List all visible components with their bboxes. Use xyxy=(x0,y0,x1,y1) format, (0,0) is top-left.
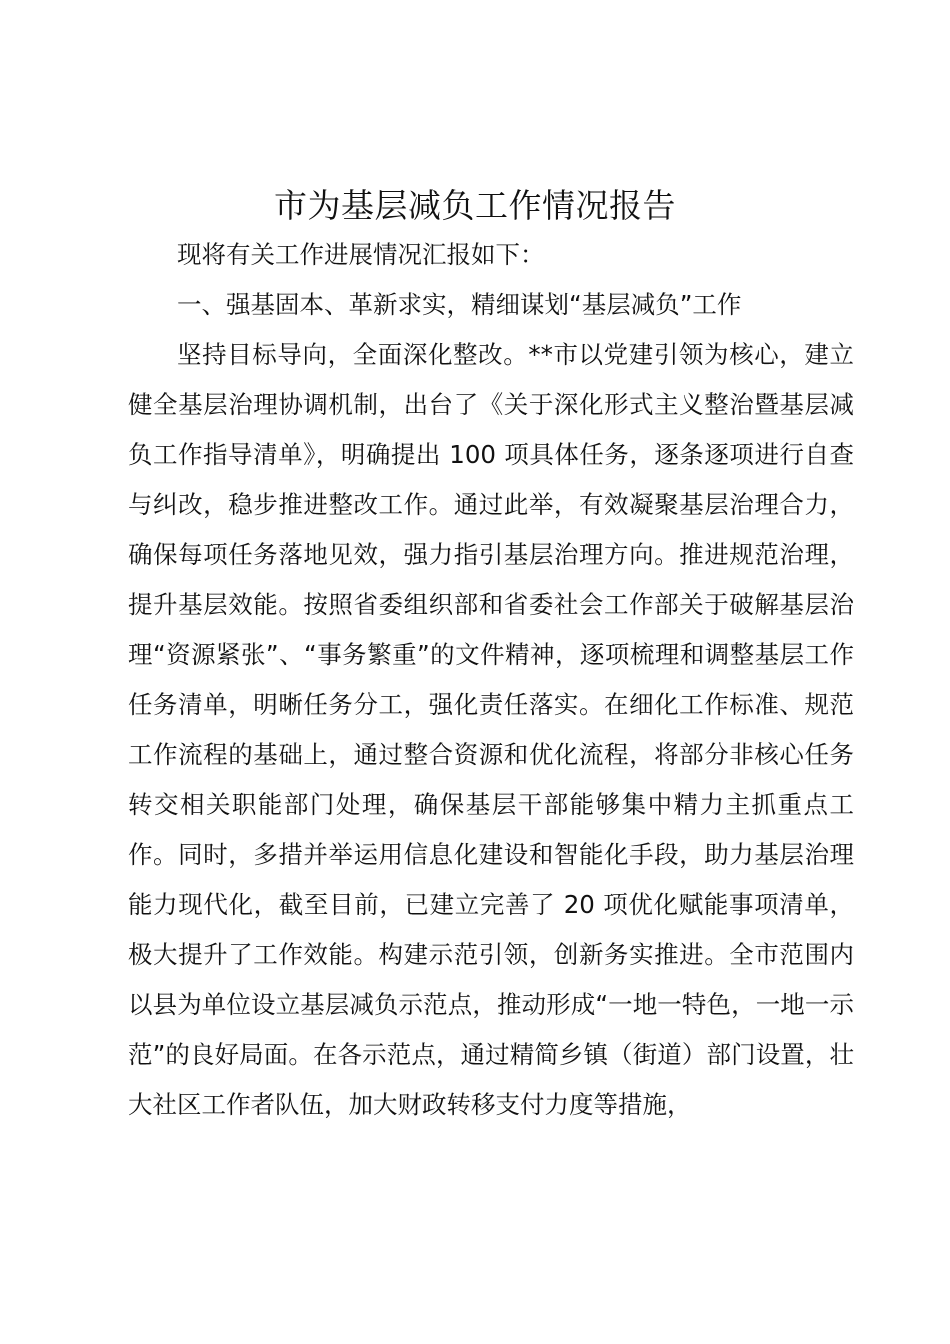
document-body xyxy=(128,230,854,1130)
section-heading: 一、强基固本、革新求实，精细谋划“基层减负”工作 xyxy=(177,290,742,319)
body-paragraph: 坚持目标导向，全面深化整改。**市以党建引领为核心，建立健全基层治理协调机制，出台了《关于深化形式主义整治暨基层减负工作指导清单》，明确提出 100 项具体任务，逐条逐项进行自查与纠改，稳步推进整改工作。通过此举，有效凝聚基层治理合力，确保每项任务落地见效，强力指引基层治理方向。推进规范治理，提升基层效能。按照省委组织部和省委社会工作部关于破解基层治理“资源紧张”、“事务繁重”的文件精神，逐项梳理和调整基层工作任务清单，明晰任务分工，强化责任落实。在细化工作标准、规范工作流程的基础上，通过整合资源和优化流程，将部分非核心任务转交相关职能部门处理，确保基层干部能够集中精力主抓重点工作。同时，多措并举运用信息化建设和智能化手段，助力基层治理能力现代化，截至目前，已建立完善了 20 项优化赋能事项清单，极大提升了工作效能。构建示范引领，创新务实推进。全市范围内以县为单位设立基层减负示范点，推动形成“一地一特色，一地一示范”的良好局面。在各示范点，通过精简乡镇（街道）部门设置，壮大社区工作者队伍，加大财政转移支付力度等措施， xyxy=(128,340,854,1119)
document-title: 市为基层减负工作情况报告 xyxy=(274,186,676,225)
intro-paragraph: 现将有关工作进展情况汇报如下： xyxy=(177,240,545,269)
